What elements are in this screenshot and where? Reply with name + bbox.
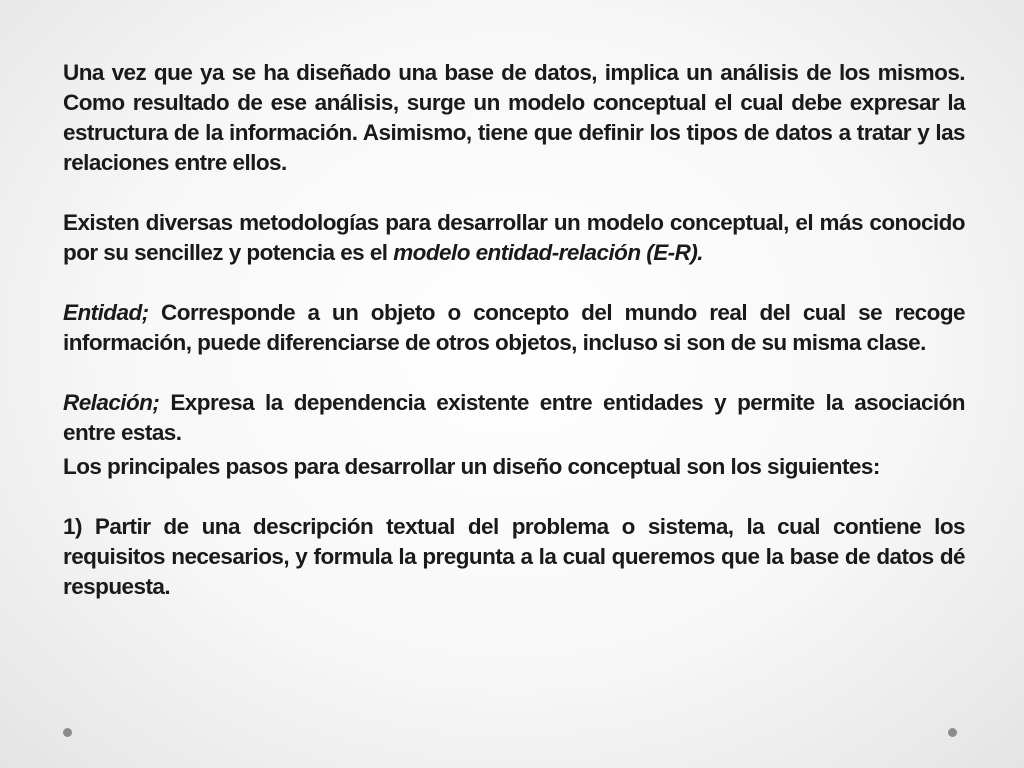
er-model-term: modelo entidad-relación (E-R). xyxy=(393,240,703,265)
paragraph-methodologies xyxy=(63,208,965,268)
paragraph-steps-intro: Los principales pasos para desarrollar un diseño conceptual son los siguientes: xyxy=(63,454,880,479)
paragraph-intro: Una vez que ya se ha diseñado una base de datos, implica un análisis de los mismos. Como resultado de ese análisis, surge un modelo conceptual el cual debe expresar la estructura de la información. Asimismo, tiene que definir los tipos de datos a tratar y las relaciones entre ellos. xyxy=(63,60,965,175)
decorative-dot-left xyxy=(63,728,72,737)
paragraph-entity xyxy=(63,298,965,358)
slide-body xyxy=(63,58,965,602)
entity-definition: Corresponde a un objeto o concepto del mundo real del cual se recoge información, puede diferenciarse de otros objetos, incluso si son de su misma clase. xyxy=(63,300,965,355)
methodologies-text: Existen diversas metodologías para desarrollar un modelo conceptual, el más conocido por su sencillez y potencia es el xyxy=(63,210,965,265)
paragraph-relation xyxy=(63,388,965,448)
relation-term: Relación; xyxy=(63,390,160,415)
entity-term: Entidad; xyxy=(63,300,149,325)
relation-definition: Expresa la dependencia existente entre entidades y permite la asociación entre estas. xyxy=(63,390,965,445)
paragraph-step-1: 1) Partir de una descripción textual del problema o sistema, la cual contiene los requisitos necesarios, y formula la pregunta a la cual queremos que la base de datos dé respuesta. xyxy=(63,514,965,599)
decorative-dot-right xyxy=(948,728,957,737)
